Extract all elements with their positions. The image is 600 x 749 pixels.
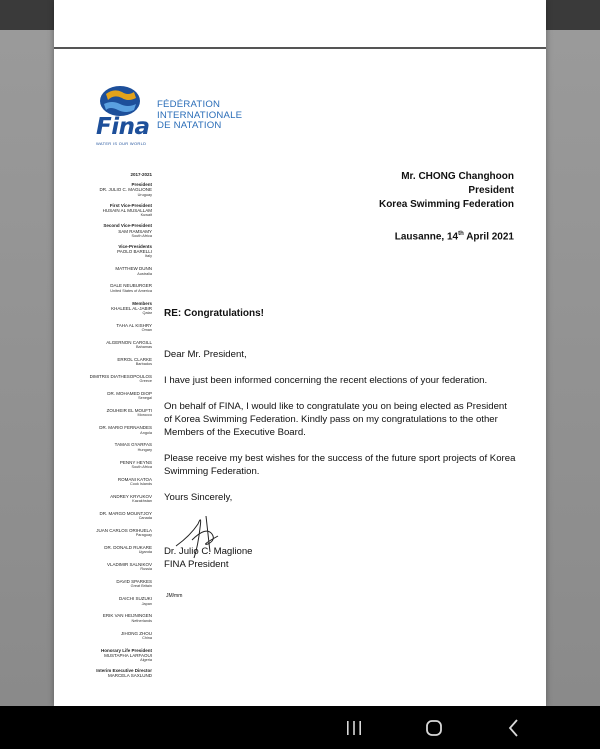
- officials-group-title: First Vice-President: [109, 202, 152, 208]
- official-country: Australia: [137, 271, 152, 276]
- official-entry: [84, 562, 152, 572]
- recipient-title: President: [468, 185, 514, 196]
- official-country: Bahamas: [135, 345, 152, 350]
- official-entry: [84, 511, 152, 521]
- logo-tagline: WATER IS OUR WORLD: [96, 141, 147, 146]
- officials-group-title: Second Vice-President: [103, 223, 152, 229]
- officials-group-title: Vice-Presidents: [118, 244, 152, 250]
- official-country: United States of America: [110, 288, 152, 293]
- official-entry: [84, 477, 152, 487]
- official-name: MARCELA SAXLUND: [107, 673, 152, 679]
- official-name: ZOUHEIR EL MOUFTI: [106, 408, 152, 414]
- official-entry: [84, 425, 152, 435]
- official-name: ERIK VAN HEIJNINGEN: [102, 613, 152, 619]
- federation-line: DE NATATION: [157, 120, 222, 131]
- official-country: South Africa: [131, 464, 152, 469]
- official-country: Cook Islands: [130, 481, 152, 486]
- official-entry: [84, 391, 152, 401]
- official-name: DAVID SPARKES: [116, 579, 152, 585]
- document-viewer[interactable]: [0, 30, 600, 706]
- official-country: Great Britain: [130, 584, 152, 589]
- officials-group-title: Honorary Life President: [100, 647, 152, 653]
- official-entry: [84, 442, 152, 452]
- back-icon[interactable]: [502, 716, 526, 740]
- officials-group: [84, 244, 152, 294]
- official-name: ROMANI KATOA: [117, 476, 152, 482]
- federation-line: FÉDÉRATION: [157, 99, 221, 110]
- official-name: PAOLO BARELLI: [117, 249, 152, 255]
- official-name: DIMITRIS DIATHESOPOULOS: [89, 374, 152, 380]
- officials-group: [84, 648, 152, 664]
- official-name: ANDREY KRYUKOV: [110, 493, 152, 499]
- official-entry: [84, 596, 152, 606]
- official-country: Netherlands: [131, 618, 152, 623]
- home-icon[interactable]: [422, 716, 446, 740]
- official-entry: [84, 340, 152, 350]
- official-name: JUAN CARLOS ORIHUELA: [96, 527, 152, 533]
- official-name: ALGERNON CARGILL: [106, 339, 152, 345]
- official-country: Uganda: [138, 550, 152, 555]
- official-country: Kuwait: [140, 213, 152, 218]
- official-entry: [84, 283, 152, 293]
- official-entry: [84, 460, 152, 470]
- official-name: MATTHEW DUNN: [115, 266, 152, 272]
- letter-subject: RE: Congratulations!: [164, 308, 264, 319]
- official-country: Oman: [141, 328, 152, 333]
- officials-group-title: Members: [132, 300, 152, 306]
- official-country: Senegal: [138, 396, 152, 401]
- official-entry: [84, 673, 152, 678]
- recent-apps-icon[interactable]: [342, 716, 366, 740]
- letter-date: Lausanne, 14th April 2021: [394, 231, 514, 243]
- closing: Yours Sincerely,: [164, 492, 233, 503]
- official-entry: [84, 408, 152, 418]
- official-country: Canada: [138, 516, 152, 521]
- official-entry: [84, 249, 152, 259]
- official-entry: [84, 494, 152, 504]
- official-country: Uruguay: [137, 192, 152, 197]
- official-name: ERROL CLARKE: [117, 357, 152, 362]
- reference-initials: JM/mm: [166, 593, 183, 599]
- official-entry: [84, 229, 152, 239]
- official-country: Qatar: [142, 310, 152, 315]
- official-country: Barbados: [135, 362, 152, 367]
- recipient-organization: Korea Swimming Federation: [378, 199, 514, 210]
- official-country: South Africa: [131, 233, 152, 238]
- official-country: Greece: [139, 379, 152, 384]
- official-country: China: [142, 635, 152, 640]
- official-name: DR. MARIO FERNANDES: [99, 425, 152, 431]
- official-entry: [84, 374, 152, 384]
- officials-term: 2017-2021: [130, 172, 152, 177]
- federation-line: INTERNATIONALE: [157, 109, 243, 121]
- official-name: PENNY HEYNS: [119, 459, 152, 465]
- officials-group: [84, 223, 152, 239]
- salutation: Dear Mr. President,: [164, 349, 247, 360]
- officials-column: [84, 172, 152, 684]
- official-country: Angola: [140, 430, 152, 435]
- officials-group-title: President: [131, 182, 152, 188]
- official-name: DR. MOHAMED DIOP: [107, 391, 152, 397]
- official-name: MUSTAPHA LARFAOUI: [104, 652, 152, 658]
- recipient-name: Mr. CHONG Changhoon: [401, 171, 514, 182]
- official-country: Italy: [145, 254, 152, 259]
- official-country: Paraguay: [135, 533, 152, 538]
- logo-wordmark: Fina: [96, 114, 150, 140]
- official-entry: [84, 187, 152, 197]
- federation-name: [157, 100, 242, 132]
- official-entry: [84, 653, 152, 663]
- official-country: Japan: [141, 601, 152, 606]
- paragraph: On behalf of FINA, I would like to congratulate you on being elected as President of Korea Swimming Federation. Kindly pass on my congratulations to the other Members of the Executive Board.: [164, 401, 507, 438]
- recipient-block: [379, 170, 514, 212]
- official-entry: [84, 357, 152, 367]
- officials-group-title: Interim Executive Director: [96, 668, 152, 674]
- official-name: DALE NEUBURGER: [110, 283, 152, 289]
- officials-group: [84, 203, 152, 219]
- official-entry: [84, 545, 152, 555]
- letter-page: [54, 0, 546, 706]
- official-name: TAMAS GYARFAS: [114, 442, 152, 448]
- official-country: Morocco: [137, 413, 152, 418]
- official-country: Hungary: [137, 447, 152, 452]
- official-name: DR. JULIO C. MAGLIONE: [99, 187, 152, 193]
- official-country: Kazakhstan: [132, 498, 152, 503]
- official-country: Russia: [140, 567, 152, 572]
- official-entry: [84, 579, 152, 589]
- official-entry: [84, 208, 152, 218]
- official-entry: [84, 528, 152, 538]
- official-entry: [84, 323, 152, 333]
- navigation-bar: [0, 706, 600, 749]
- official-name: KHALEEL AL-JABIR: [111, 305, 152, 311]
- page-divider: [54, 47, 546, 49]
- official-name: DAICHI SUZUKI: [118, 596, 152, 602]
- official-name: SAM RAMSAMY: [118, 228, 152, 234]
- paragraph: Please receive my best wishes for the success of the future sport projects of Korea Swimming Federation.: [164, 453, 516, 477]
- official-entry: [84, 306, 152, 316]
- officials-group: [84, 182, 152, 198]
- official-name: HUSAIN AL MUSALLAM: [102, 208, 152, 214]
- official-entry: [84, 613, 152, 623]
- official-entry: [84, 266, 152, 276]
- paragraph: I have just been informed concerning the recent elections of your federation.: [164, 375, 488, 386]
- globe-icon: [98, 84, 142, 118]
- officials-group: [84, 668, 152, 678]
- official-country: Algeria: [140, 658, 152, 662]
- signer-name: Dr. Julio C. Maglione: [164, 546, 253, 557]
- official-name: VLADIMIR SALNIKOV: [106, 562, 152, 568]
- official-name: JIHONG ZHOU: [121, 630, 152, 636]
- official-name: DR. MARGO MOUNTJOY: [99, 510, 152, 516]
- officials-group: [84, 301, 152, 641]
- official-name: DR. DONALD RUKARE: [104, 545, 152, 551]
- official-name: TAHA AL KISHRY: [116, 322, 152, 328]
- official-entry: [84, 631, 152, 641]
- signer-block: [164, 545, 253, 571]
- signer-title: FINA President: [164, 559, 229, 570]
